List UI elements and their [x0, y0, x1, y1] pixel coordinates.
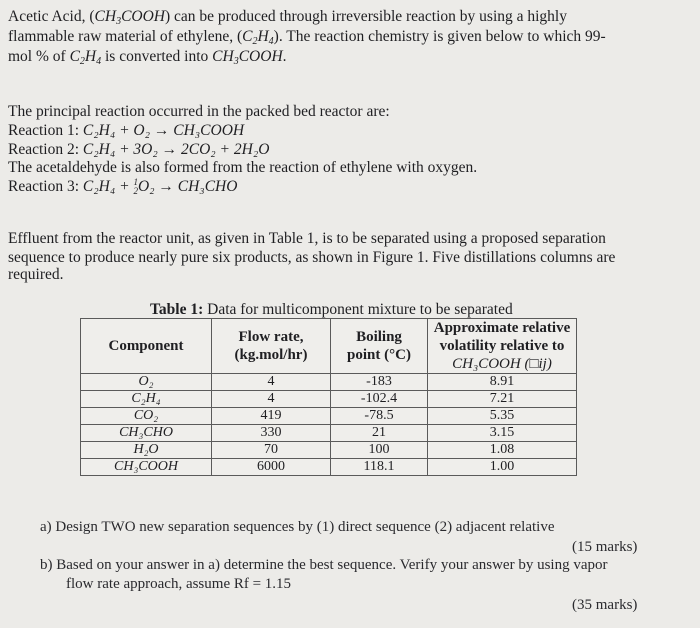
reaction-equation: C₂H₄ + 3O₂ → 2CO₂ + 2H₂O	[82, 141, 270, 158]
formula-ethylene: $C_2H_4$	[242, 28, 274, 47]
header-boiling-point: Boiling point (°C)	[331, 319, 428, 374]
question-b-line-1: b) Based on your answer in a) determine the best sequence. Verify your answer by using vapor	[40, 557, 608, 573]
question-a: a) Design TWO new separation sequences by (1) direct sequence (2) adjacent relative	[40, 519, 555, 535]
intro-text: ). The reaction chemistry is given below to which 99-	[273, 28, 606, 45]
reaction-equation: C₂H₄ + 1 2 O₂ → CH₃CHO	[82, 177, 238, 197]
intro-text: flammable raw material of ethylene, (	[8, 28, 243, 45]
table-row	[81, 442, 577, 459]
cell-component: O₂	[81, 374, 212, 391]
formula-ethylene: $C_2H_4$	[69, 48, 102, 67]
table-row	[81, 391, 577, 408]
intro-line-3	[8, 48, 287, 66]
table-header-row	[81, 319, 577, 374]
cell-volatility: 8.91	[428, 374, 577, 391]
cell-boiling: 21	[331, 425, 428, 442]
intro-text: ) can be produced through irreversible reaction by using a highly	[164, 8, 567, 25]
question-b-marks: (35 marks)	[572, 597, 638, 613]
cell-volatility: 1.08	[428, 442, 577, 459]
table-caption-label: Table 1:	[150, 301, 204, 318]
cell-boiling: -78.5	[331, 408, 428, 425]
effluent-line-1: Effluent from the reactor unit, as given in Table 1, is to be separated using a proposed separation	[8, 230, 606, 247]
table-caption-text: Data for multicomponent mixture to be separated	[203, 301, 513, 318]
intro-text: mol % of	[8, 48, 70, 65]
cell-boiling: 100	[331, 442, 428, 459]
cell-component: C₂H₄	[81, 391, 212, 408]
reaction-3	[8, 178, 237, 196]
cell-boiling: 118.1	[331, 459, 428, 476]
table-row	[81, 459, 577, 476]
cell-flow: 4	[212, 374, 331, 391]
reaction-equation: C₂H₄ + O₂ → CH₃COOH	[82, 122, 245, 139]
cell-flow: 6000	[212, 459, 331, 476]
reaction-2	[8, 141, 269, 159]
cell-flow: 419	[212, 408, 331, 425]
header-relative-volatility: Approximate relative volatility relative to CH₃COOH (□ij)	[428, 319, 577, 374]
component-table	[80, 318, 577, 476]
table-row	[81, 374, 577, 391]
formula-acetic-acid: $CH_3COOH$	[212, 48, 283, 67]
formula-acetic-acid: $CH_3COOH$	[94, 8, 165, 27]
reaction-label: Reaction 1:	[8, 122, 83, 139]
effluent-line-2: sequence to produce nearly pure six products, as shown in Figure 1. Five distillations columns are	[8, 249, 616, 266]
cell-flow: 330	[212, 425, 331, 442]
effluent-line-3: required.	[8, 266, 64, 283]
cell-volatility: 5.35	[428, 408, 577, 425]
cell-component: CO₂	[81, 408, 212, 425]
cell-flow: 70	[212, 442, 331, 459]
table-row	[81, 408, 577, 425]
cell-volatility: 3.15	[428, 425, 577, 442]
table-row	[81, 425, 577, 442]
intro-text: is converted into	[101, 48, 213, 65]
intro-text: Acetic Acid, (	[8, 8, 95, 25]
reaction-label: Reaction 2:	[8, 141, 83, 158]
question-a-marks: (15 marks)	[572, 539, 638, 555]
reaction-1	[8, 122, 244, 140]
cell-component: CH₃COOH	[81, 459, 212, 476]
cell-volatility: 7.21	[428, 391, 577, 408]
cell-component: H₂O	[81, 442, 212, 459]
cell-component: CH₃CHO	[81, 425, 212, 442]
intro-line-1	[8, 8, 567, 26]
question-b-line-2: flow rate approach, assume Rf = 1.15	[66, 576, 292, 592]
intro-text: .	[282, 48, 287, 65]
header-component: Component	[81, 319, 212, 374]
cell-flow: 4	[212, 391, 331, 408]
reaction-label: Reaction 3:	[8, 178, 83, 195]
table-caption	[150, 301, 513, 319]
intro-line-2	[8, 28, 606, 46]
cell-boiling: -183	[331, 374, 428, 391]
reactions-heading: The principal reaction occurred in the packed bed reactor are:	[8, 103, 390, 120]
cell-boiling: -102.4	[331, 391, 428, 408]
cell-volatility: 1.00	[428, 459, 577, 476]
header-flow-rate: Flow rate, (kg.mol/hr)	[212, 319, 331, 374]
fraction-half: 1 2	[133, 177, 138, 197]
acetaldehyde-note: The acetaldehyde is also formed from the reaction of ethylene with oxygen.	[8, 159, 478, 176]
